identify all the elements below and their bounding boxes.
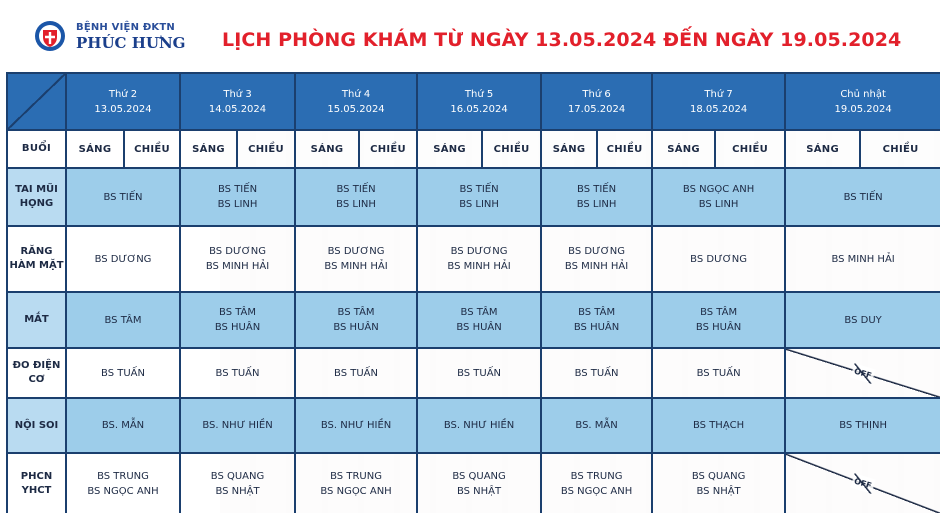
schedule-cell: BS. NHƯ HIỀN (180, 398, 295, 453)
day-header: Thứ 5 16.05.2024 (417, 73, 541, 130)
session-morning: SÁNG (652, 130, 715, 168)
schedule-cell: BS TUẤN (295, 348, 417, 398)
row-phcn-yhct (7, 453, 940, 513)
schedule-cell: BS DƯƠNG BS MINH HẢI (417, 226, 541, 292)
schedule-table (6, 72, 940, 513)
schedule-cell-off (785, 453, 940, 513)
session-afternoon: CHIỀU (860, 130, 940, 168)
row-noi-soi (7, 398, 940, 453)
day-header-row (7, 73, 940, 130)
dept-label: ĐO ĐIỆN CƠ (7, 348, 66, 398)
session-morning: SÁNG (541, 130, 597, 168)
session-afternoon: CHIỀU (359, 130, 417, 168)
schedule-cell: BS QUANG BS NHẬT (652, 453, 785, 513)
schedule-cell: BS TIẾN (66, 168, 180, 226)
schedule-cell: BS TIẾN BS LINH (541, 168, 652, 226)
dept-label: TAI MŨI HỌNG (7, 168, 66, 226)
corner-cell (7, 73, 66, 130)
row-do-dien-co (7, 348, 940, 398)
brand-subtitle: BỆNH VIỆN ĐKTN (76, 22, 175, 33)
schedule-cell: BS QUANG BS NHẬT (180, 453, 295, 513)
day-header: Thứ 4 15.05.2024 (295, 73, 417, 130)
session-afternoon: CHIỀU (597, 130, 652, 168)
session-morning: SÁNG (180, 130, 237, 168)
session-morning: SÁNG (66, 130, 124, 168)
day-header: Thứ 6 17.05.2024 (541, 73, 652, 130)
off-label: OFF (851, 473, 876, 494)
schedule-cell: BS DƯƠNG BS MINH HẢI (295, 226, 417, 292)
hospital-logo-icon (34, 20, 66, 52)
session-afternoon: CHIỀU (715, 130, 785, 168)
schedule-cell: BS TÂM BS HUÂN (652, 292, 785, 348)
row-tai-mui-hong (7, 168, 940, 226)
schedule-cell: BS TÂM BS HUÂN (541, 292, 652, 348)
schedule-cell: BS TUẤN (66, 348, 180, 398)
session-morning: SÁNG (417, 130, 482, 168)
schedule-cell: BS NGỌC ANH BS LINH (652, 168, 785, 226)
day-header: Chủ nhật 19.05.2024 (785, 73, 940, 130)
dept-label: RĂNG HÀM MẶT (7, 226, 66, 292)
day-header: Thứ 2 13.05.2024 (66, 73, 180, 130)
row-mat (7, 292, 940, 348)
schedule-cell: BS TRUNG BS NGỌC ANH (541, 453, 652, 513)
schedule-cell: BS TIẾN (785, 168, 940, 226)
schedule-cell: BS TUẤN (652, 348, 785, 398)
session-afternoon: CHIỀU (482, 130, 541, 168)
session-afternoon: CHIỀU (237, 130, 295, 168)
schedule-cell: BS TÂM BS HUÂN (417, 292, 541, 348)
schedule-cell: BS TIẾN BS LINH (417, 168, 541, 226)
schedule-cell: BS TIẾN BS LINH (180, 168, 295, 226)
page-header (0, 0, 940, 72)
session-morning: SÁNG (785, 130, 860, 168)
session-morning: SÁNG (295, 130, 359, 168)
schedule-cell: BS QUANG BS NHẬT (417, 453, 541, 513)
schedule-cell: BS DƯƠNG (66, 226, 180, 292)
schedule-cell: BS TIẾN BS LINH (295, 168, 417, 226)
schedule-cell: BS TUẤN (180, 348, 295, 398)
schedule-cell: BS THẠCH (652, 398, 785, 453)
dept-label: PHCN YHCT (7, 453, 66, 513)
off-label: OFF (851, 363, 876, 384)
schedule-cell: BS DUY (785, 292, 940, 348)
schedule-cell: BS THỊNH (785, 398, 940, 453)
session-afternoon: CHIỀU (124, 130, 180, 168)
schedule-cell: BS. MẪN (541, 398, 652, 453)
schedule-cell: BS TUẤN (541, 348, 652, 398)
session-label: BUỔI (7, 130, 66, 168)
schedule-cell: BS DƯƠNG BS MINH HẢI (541, 226, 652, 292)
day-header: Thứ 3 14.05.2024 (180, 73, 295, 130)
schedule-cell: BS TRUNG BS NGỌC ANH (66, 453, 180, 513)
schedule-cell: BS DƯƠNG BS MINH HẢI (180, 226, 295, 292)
schedule-cell: BS TÂM BS HUÂN (295, 292, 417, 348)
schedule-cell: BS TUẤN (417, 348, 541, 398)
brand-name: PHÚC HƯNG (76, 34, 186, 52)
schedule-cell: BS DƯƠNG (652, 226, 785, 292)
schedule-cell: BS. MẪN (66, 398, 180, 453)
dept-label: NỘI SOI (7, 398, 66, 453)
schedule-cell: BS. NHƯ HIỀN (295, 398, 417, 453)
row-rang-ham-mat (7, 226, 940, 292)
schedule-cell-off (785, 348, 940, 398)
schedule-cell: BS TÂM BS HUÂN (180, 292, 295, 348)
schedule-cell: BS TÂM (66, 292, 180, 348)
session-row (7, 130, 940, 168)
schedule-cell: BS TRUNG BS NGỌC ANH (295, 453, 417, 513)
schedule-cell: BS. NHƯ HIỀN (417, 398, 541, 453)
day-header: Thứ 7 18.05.2024 (652, 73, 785, 130)
dept-label: MẮT (7, 292, 66, 348)
schedule-cell: BS MINH HẢI (785, 226, 940, 292)
page-title: LỊCH PHÒNG KHÁM TỪ NGÀY 13.05.2024 ĐẾN NGÀY 19.05.2024 (222, 29, 902, 51)
